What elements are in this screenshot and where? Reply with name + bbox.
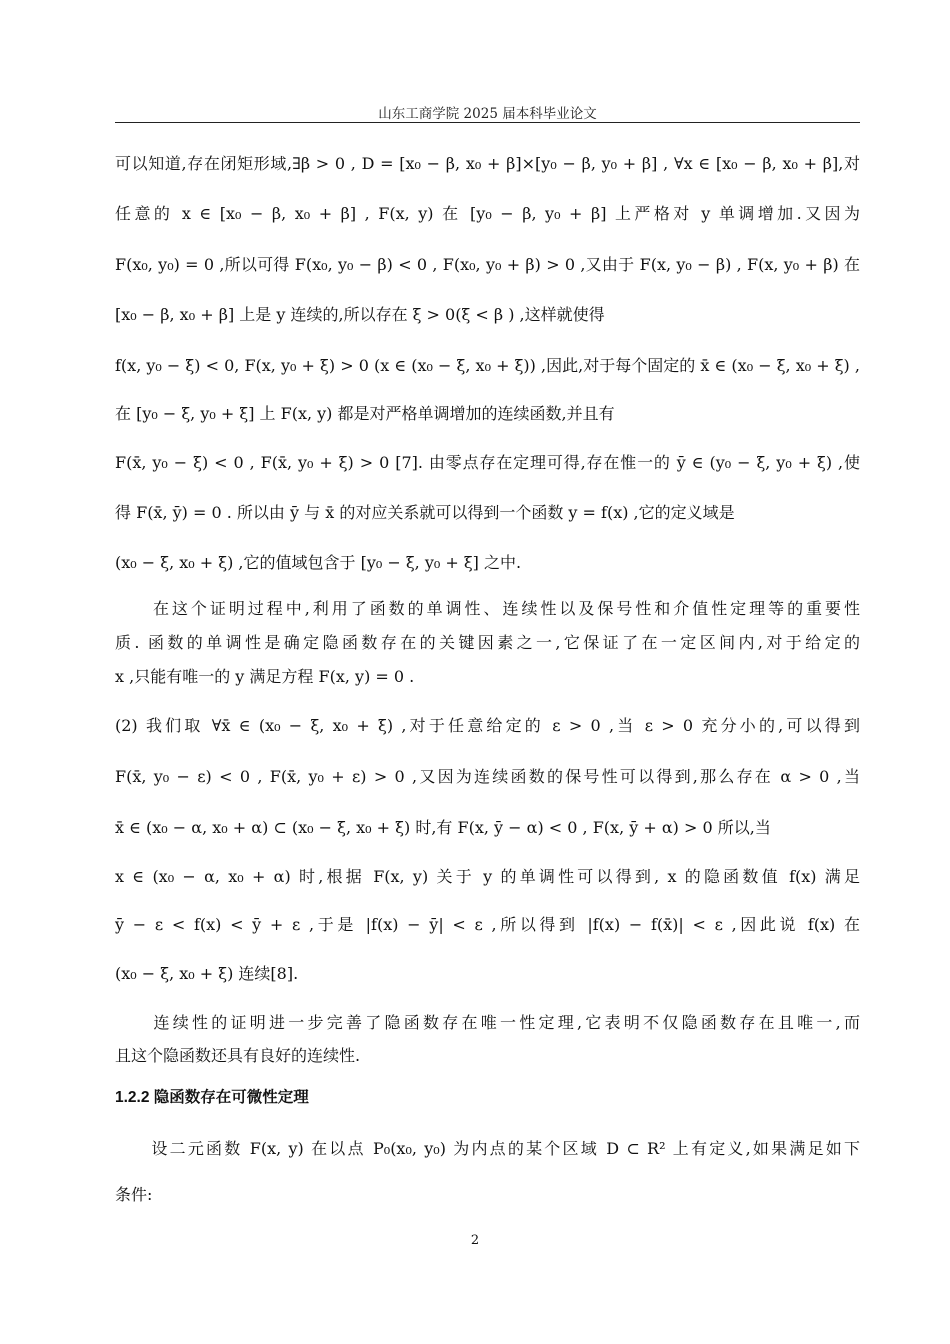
- text-line: (2) 我们取 ∀x̄ ∈ (x₀ − ξ, x₀ + ξ) ,对于任意给定的 ε > 0 ,当 ε > 0 充分小的,可以得到: [115, 716, 860, 735]
- header-rule: [115, 122, 860, 123]
- text-line: F(x₀, y₀) = 0 ,所以可得 F(x₀, y₀ − β) < 0 , F(x₀, y₀ + β) > 0 ,又由于 F(x, y₀ − β) , F(x, y₀ + β) 在: [115, 255, 860, 274]
- text-line: 在 [y₀ − ξ, y₀ + ξ] 上 F(x, y) 都是对严格单调增加的连续函数,并且有: [115, 404, 615, 423]
- text-line: 可以知道,存在闭矩形域,∃β > 0 , D = [x₀ − β, x₀ + β]×[y₀ − β, y₀ + β] , ∀x ∈ [x₀ − β, x₀ + β],对: [115, 154, 860, 173]
- paragraph-line: 且这个隐函数还具有良好的连续性.: [115, 1046, 361, 1065]
- section-heading: 1.2.2 隐函数存在可微性定理: [115, 1089, 309, 1106]
- paragraph-line: 设二元函数 F(x, y) 在以点 P₀(x₀, y₀) 为内点的某个区域 D ⊂ R² 上有定义,如果满足如下: [115, 1139, 860, 1158]
- text-line: x̄ ∈ (x₀ − α, x₀ + α) ⊂ (x₀ − ξ, x₀ + ξ) 时,有 F(x, ȳ − α) < 0 , F(x, ȳ + α) > 0 所以,当: [115, 818, 771, 837]
- text-line: (x₀ − ξ, x₀ + ξ) 连续[8].: [115, 964, 299, 983]
- paragraph-line: x ,只能有唯一的 y 满足方程 F(x, y) = 0 .: [115, 667, 415, 686]
- text-line: ȳ − ε < f(x) < ȳ + ε ,于是 |f(x) − ȳ| < ε ,所以得到 |f(x) − f(x̄)| < ε ,因此说 f(x) 在: [115, 915, 860, 934]
- text-line: F(x̄, y₀ − ε) < 0 , F(x̄, y₀ + ε) > 0 ,又因为连续函数的保号性可以得到,那么存在 α > 0 ,当: [115, 767, 860, 786]
- text-line: (x₀ − ξ, x₀ + ξ) ,它的值域包含于 [y₀ − ξ, y₀ + ξ] 之中.: [115, 553, 522, 572]
- paragraph-line: 连续性的证明进一步完善了隐函数存在唯一性定理,它表明不仅隐函数存在且唯一,而: [115, 1013, 860, 1032]
- page-header: 山东工商学院 2025 届本科毕业论文: [378, 106, 597, 122]
- text-line: F(x̄, y₀ − ξ) < 0 , F(x̄, y₀ + ξ) > 0 [7]. 由零点存在定理可得,存在惟一的 ȳ ∈ (y₀ − ξ, y₀ + ξ) ,使: [115, 453, 860, 472]
- paragraph-line: 在这个证明过程中,利用了函数的单调性、连续性以及保号性和介值性定理等的重要性: [115, 599, 860, 618]
- text-line: f(x, y₀ − ξ) < 0, F(x, y₀ + ξ) > 0 (x ∈ (x₀ − ξ, x₀ + ξ)) ,因此,对于每个固定的 x̄ ∈ (x₀ − ξ, x₀ + ξ) ,: [115, 356, 860, 375]
- text-line: [x₀ − β, x₀ + β] 上是 y 连续的,所以存在 ξ > 0(ξ < β ) ,这样就使得: [115, 305, 605, 324]
- text-line: 任意的 x ∈ [x₀ − β, x₀ + β] , F(x, y) 在 [y₀ − β, y₀ + β] 上严格对 y 单调增加.又因为: [115, 204, 860, 223]
- text-line: x ∈ (x₀ − α, x₀ + α) 时,根据 F(x, y) 关于 y 的单调性可以得到, x 的隐函数值 f(x) 满足: [115, 867, 860, 886]
- paragraph-line: 条件:: [115, 1185, 153, 1204]
- paragraph-line: 质. 函数的单调性是确定隐函数存在的关键因素之一,它保证了在一定区间内,对于给定的: [115, 633, 860, 652]
- page-number: 2: [470, 1233, 480, 1248]
- text-line: 得 F(x̄, ȳ) = 0 . 所以由 ȳ 与 x̄ 的对应关系就可以得到一个函数 y = f(x) ,它的定义域是: [115, 503, 735, 522]
